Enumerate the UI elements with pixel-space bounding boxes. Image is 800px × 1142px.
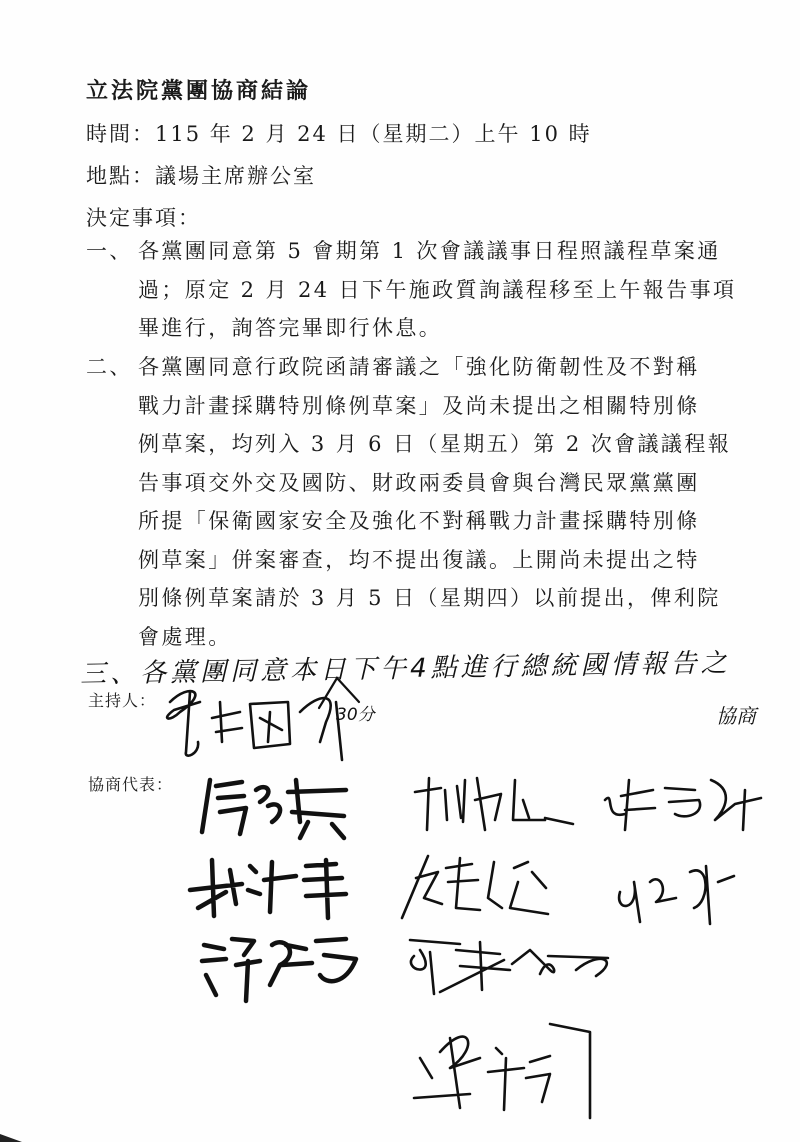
decision-item-1 [86, 232, 746, 348]
decision-line: 戰力計畫採購特別條例草案」及尚未提出之相關特別條 [138, 393, 700, 418]
document-title: 立法院黨團協商結論 [86, 78, 312, 104]
meeting-place: 地點：議場主席辦公室 [86, 164, 316, 188]
host-label: 主持人： [88, 691, 157, 710]
handwritten-text: 各黨團同意本日下午4點進行總統國情報告之 [139, 648, 731, 689]
signature-host [150, 682, 360, 762]
decision-line: 各黨團同意第 5 會期第 1 次會議議事日程照議程草案通 [138, 239, 721, 263]
signature-representative-3 [595, 770, 765, 840]
decision-line: 過；原定 2 月 24 日下午施政質詢議程移至上午報告事項 [138, 277, 737, 302]
handwritten-trailing: 協商 [716, 704, 756, 728]
signature-representative-7 [196, 925, 366, 1005]
signature-representative-6 [610, 852, 740, 926]
signature-representative-9 [410, 1018, 595, 1118]
decision-number: 二、 [86, 355, 133, 379]
decision-line: 告事項交外交及國防、財政兩委員會與台灣民眾黨黨團 [138, 470, 700, 495]
decisions-heading: 決定事項： [86, 206, 201, 230]
signature-representative-4 [186, 850, 356, 920]
signature-representative-2 [405, 770, 575, 840]
decision-line: 會處理。 [138, 624, 232, 649]
signature-representative-5 [398, 848, 578, 922]
handwritten-insertion: 30分 [336, 705, 375, 725]
decision-line: 所提「保衛國家安全及強化不對稱戰力計畫採購特別條 [138, 509, 700, 533]
decision-number: 一、 [86, 239, 133, 263]
signature-representative-8 [400, 930, 630, 1000]
decision-line: 例草案，均列入 3 月 6 日（星期五）第 2 次會議議程報 [138, 432, 732, 456]
meeting-time: 時間：115 年 2 月 24 日（星期二）上午 10 時 [86, 122, 592, 146]
representatives-label: 協商代表： [88, 775, 174, 794]
decision-line: 別條例草案請於 3 月 5 日（星期四）以前提出，俾利院 [138, 586, 721, 610]
decision-line: 各黨團同意行政院函請審議之「強化防衛韌性及不對稱 [138, 355, 700, 379]
decision-number: 三、 [79, 658, 141, 690]
decision-item-2 [86, 348, 746, 656]
decision-line: 例草案」併案審查，均不提出復議。上開尚未提出之特 [138, 547, 700, 572]
decision-line: 畢進行，詢答完畢即行休息。 [138, 316, 443, 340]
scan-edge-artifact [0, 1134, 22, 1142]
signature-representative-1 [196, 772, 356, 842]
